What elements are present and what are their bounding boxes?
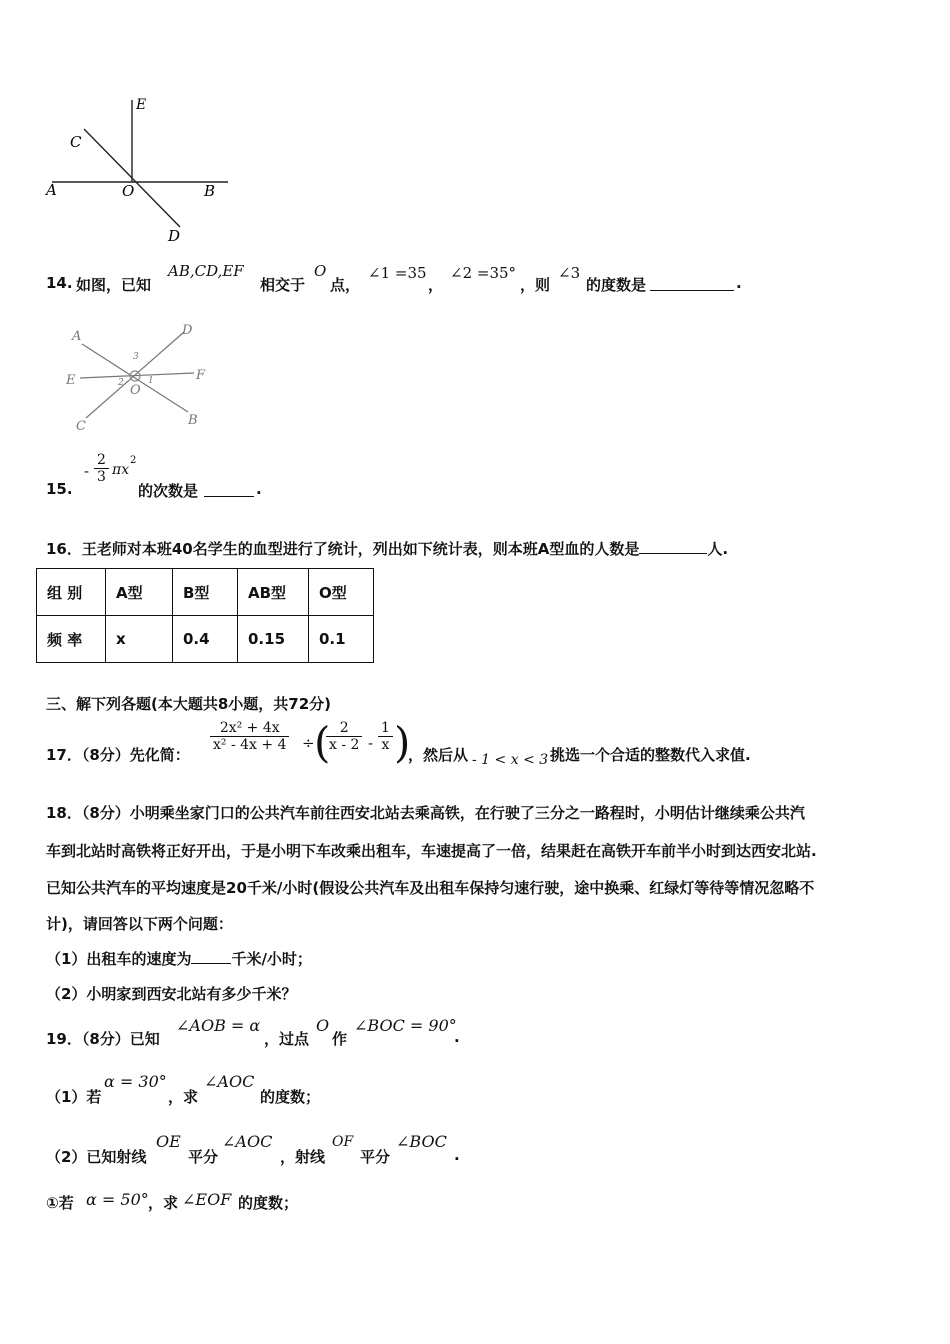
fig14-label-A: A bbox=[72, 329, 82, 344]
q17-fraction-3 bbox=[378, 720, 393, 753]
q18-line-4: 计)，请回答以下两个问题： bbox=[46, 915, 233, 933]
q19-s2-text-b: 平分 bbox=[188, 1148, 219, 1166]
q19-c1-text-b: ，求 bbox=[148, 1194, 179, 1212]
q17-divide: ÷ bbox=[302, 734, 315, 752]
q14-text-5: 的度数是 bbox=[586, 276, 647, 294]
q15-answer-blank bbox=[204, 482, 254, 497]
q17-f1-num: 2x² + 4x bbox=[210, 720, 289, 737]
q16-end: 人. bbox=[707, 540, 729, 558]
q19-s2-end: . bbox=[454, 1146, 460, 1164]
fig14-label-2: 2 bbox=[118, 378, 124, 388]
q14-lines: AB,CD,EF bbox=[168, 262, 244, 280]
q14-angle-1: ∠1 =35 bbox=[368, 264, 427, 282]
q19-text-3: 作 bbox=[332, 1030, 348, 1048]
q19-s1-text-b: ，求 bbox=[168, 1088, 199, 1106]
q18-sub1-text-b: 千米/小时； bbox=[231, 950, 312, 968]
q17-f3-num: 1 bbox=[378, 720, 393, 737]
table-cell: 0.15 bbox=[238, 616, 309, 663]
q19-s2-math-1: OE bbox=[156, 1132, 181, 1151]
q19-s2-text-d: 平分 bbox=[360, 1148, 391, 1166]
q17-range: - 1 < x < 3 bbox=[472, 752, 549, 768]
q15-frac-num: 2 bbox=[94, 452, 109, 469]
q17-f2-den: x - 2 bbox=[329, 737, 360, 753]
q19-c1-math-1: α = 50° bbox=[86, 1190, 149, 1209]
q19-c1-text-a: ①若 bbox=[46, 1194, 74, 1212]
q19-s1-text-a: （1）若 bbox=[46, 1088, 102, 1106]
q17-f1-den: x² - 4x + 4 bbox=[213, 737, 287, 753]
fig14-label-C: C bbox=[76, 419, 86, 434]
q19-math-2: O bbox=[316, 1016, 330, 1035]
q14-text-4: ，则 bbox=[520, 276, 551, 294]
q19-s1-text-c: 的度数； bbox=[260, 1088, 321, 1106]
section-3-title: 三、解下列各题(本大题共8小题，共72分) bbox=[46, 695, 332, 713]
q14-angle-3: ∠3 bbox=[558, 264, 581, 282]
q19-sub-2 bbox=[46, 1130, 486, 1166]
fig14-label-E: E bbox=[66, 373, 76, 388]
fig14-label-O: O bbox=[130, 383, 141, 398]
table-row bbox=[37, 569, 374, 616]
q15-minus: - bbox=[84, 462, 90, 480]
q19-s2-text-c: ，射线 bbox=[280, 1148, 326, 1166]
q17-text-3: 挑选一个合适的整数代入求值. bbox=[550, 746, 751, 764]
q19-s1-math-2: ∠AOC bbox=[204, 1072, 255, 1091]
q19-s2-text-a: （2）已知射线 bbox=[46, 1148, 147, 1166]
q19-math-1: ∠AOB = α bbox=[176, 1016, 261, 1035]
q15-frac-den: 3 bbox=[97, 469, 106, 485]
q18-sub-2: （2）小明家到西安北站有多少千米？ bbox=[46, 985, 297, 1003]
q15-number: 15. bbox=[46, 480, 73, 498]
fig13-label-B: B bbox=[204, 182, 216, 200]
q19-text-2: ，过点 bbox=[264, 1030, 310, 1048]
table-header-cell: O型 bbox=[309, 569, 374, 616]
q17-minus: - bbox=[368, 734, 374, 752]
fig13-label-C: C bbox=[70, 133, 82, 151]
fig13-label-O: O bbox=[122, 182, 135, 200]
q17-left-paren: ( bbox=[314, 718, 331, 767]
q19-c1-text-c: 的度数； bbox=[238, 1194, 299, 1212]
fig14-label-3: 3 bbox=[133, 352, 139, 362]
q15-term: πx bbox=[112, 462, 130, 478]
q19-c1-math-2: ∠EOF bbox=[182, 1190, 232, 1209]
q15-end: . bbox=[256, 480, 262, 498]
q19-math-3: ∠BOC = 90° bbox=[354, 1016, 457, 1035]
figure-14-diagram bbox=[58, 318, 218, 436]
figure-13-diagram bbox=[40, 95, 240, 250]
q15-fraction bbox=[94, 452, 109, 485]
question-17 bbox=[46, 716, 906, 772]
q18-line-2: 车到北站时高铁将正好开出，于是小明下车改乘出租车，车速提高了一倍，结果赶在高铁开车前半小时到达西安北站. bbox=[46, 842, 817, 860]
q14-point: O bbox=[314, 262, 327, 280]
q17-text-1: 17．（8分）先化简： bbox=[46, 746, 190, 764]
table-cell: 0.4 bbox=[173, 616, 238, 663]
fig14-label-B: B bbox=[188, 413, 198, 428]
q19-s1-math-1: α = 30° bbox=[104, 1072, 167, 1091]
q16-text: 16．王老师对本班40名学生的血型进行了统计，列出如下统计表，则本班A型血的人数是 bbox=[46, 540, 640, 558]
q18-answer-blank bbox=[191, 949, 231, 964]
table-row bbox=[37, 616, 374, 663]
table-header-cell: 组 别 bbox=[37, 569, 106, 616]
question-16 bbox=[46, 538, 728, 559]
fig14-label-1: 1 bbox=[148, 376, 154, 386]
q17-fraction-2 bbox=[326, 720, 362, 753]
q17-f3-den: x bbox=[381, 737, 390, 753]
fig13-label-E: E bbox=[136, 97, 147, 113]
q14-angle-2: ∠2 =35° bbox=[450, 264, 517, 282]
q14-text-2: 相交于 bbox=[260, 276, 306, 294]
q19-text-1: 19．（8分）已知 bbox=[46, 1030, 160, 1048]
question-19 bbox=[46, 1014, 506, 1050]
table-cell: 0.1 bbox=[309, 616, 374, 663]
table-cell: x bbox=[106, 616, 173, 663]
fig13-label-A: A bbox=[46, 181, 57, 199]
table-cell: 频 率 bbox=[37, 616, 106, 663]
q17-fraction-1 bbox=[210, 720, 289, 753]
q14-comma: ， bbox=[428, 276, 444, 294]
q19-sub-1 bbox=[46, 1070, 366, 1106]
q18-line-3: 已知公共汽车的平均速度是20千米/小时(假设公共汽车及出租车保持匀速行驶，途中换乘、红绿灯等待等情况忽略不 bbox=[46, 879, 815, 897]
q14-text-3: 点， bbox=[330, 276, 361, 294]
q18-sub-1 bbox=[46, 948, 312, 969]
q17-text-2: ，然后从 bbox=[408, 746, 469, 764]
q14-answer-blank bbox=[650, 276, 734, 291]
q15-exponent: 2 bbox=[130, 455, 137, 466]
table-header-cell: B型 bbox=[173, 569, 238, 616]
q19-s2-math-4: ∠BOC bbox=[396, 1132, 447, 1151]
q15-text: 的次数是 bbox=[138, 482, 199, 500]
table-header-cell: AB型 bbox=[238, 569, 309, 616]
q14-end: . bbox=[736, 274, 742, 292]
q16-answer-blank bbox=[639, 539, 707, 554]
q14-text-1: 如图，已知 bbox=[76, 276, 152, 294]
q19-s2-math-2: ∠AOC bbox=[222, 1132, 273, 1151]
q17-f2-num: 2 bbox=[326, 720, 362, 737]
q19-case-1 bbox=[46, 1190, 346, 1214]
fig14-label-D: D bbox=[182, 323, 193, 338]
blood-type-table bbox=[36, 568, 374, 663]
q14-number: 14. bbox=[46, 274, 73, 292]
table-header-cell: A型 bbox=[106, 569, 173, 616]
q17-right-paren: ) bbox=[394, 718, 411, 767]
q19-s2-math-3: OF bbox=[332, 1134, 354, 1150]
fig13-label-D: D bbox=[168, 227, 181, 245]
fig14-label-F: F bbox=[196, 368, 206, 383]
question-15 bbox=[46, 452, 306, 500]
q19-end: . bbox=[454, 1028, 460, 1046]
q18-line-1: 18．（8分）小明乘坐家门口的公共汽车前往西安北站去乘高铁，在行驶了三分之一路程时，小明估计继续乘公共汽 bbox=[46, 804, 805, 822]
q18-sub1-text-a: （1）出租车的速度为 bbox=[46, 950, 192, 968]
